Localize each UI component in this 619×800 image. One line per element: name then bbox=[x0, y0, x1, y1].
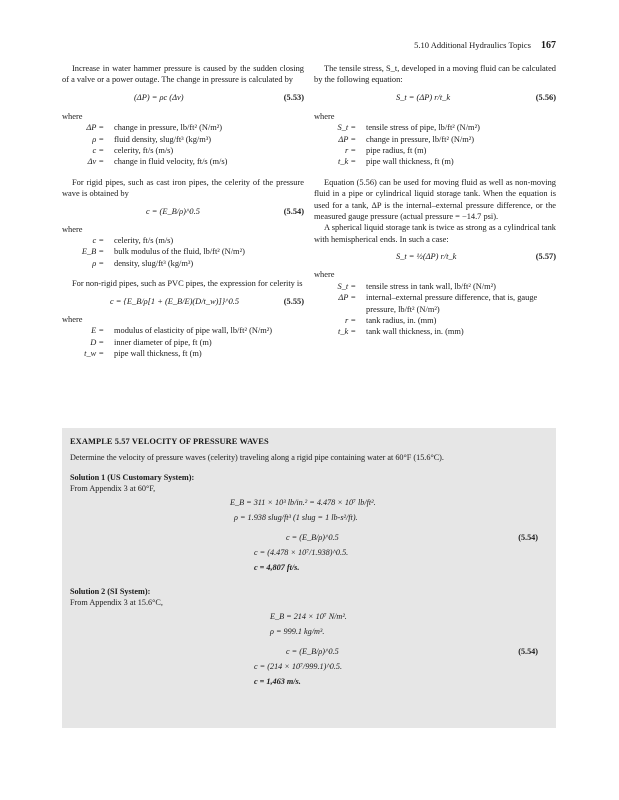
definition-item: c = celerity, ft/s (m/s) bbox=[92, 236, 174, 246]
left-column bbox=[62, 63, 304, 359]
where-label: where bbox=[62, 224, 83, 234]
equation-number: (5.53) bbox=[283, 92, 304, 102]
definition-item: ΔP = change in pressure, lb/ft² (N/m²) bbox=[86, 123, 223, 133]
definition-list bbox=[62, 235, 304, 269]
example-box bbox=[62, 428, 556, 728]
definition-item: ρ = fluid density, slug/ft³ (kg/m³) bbox=[92, 134, 212, 144]
definition-item: S_t = tensile stress of pipe, lb/ft² (N/m²) bbox=[337, 123, 480, 133]
definition-item: S_t = tensile stress in tank wall, lb/ft² (N/m²) bbox=[337, 281, 496, 291]
paragraph-water-hammer: Increase in water hammer pressure is caused by the sudden closing of a valve or a power outage. The change in pressure is calculated by bbox=[62, 64, 304, 85]
section-title: 5.10 Additional Hydraulics Topics bbox=[414, 40, 531, 50]
equation-formula: c = {E_B/ρ[1 + (E_B/E)(D/t_w)]}^0.5 bbox=[110, 296, 240, 306]
definition-item: c = celerity, ft/s (m/s) bbox=[92, 146, 174, 156]
definition-list bbox=[314, 281, 556, 338]
equation-number: (5.54) bbox=[518, 533, 538, 542]
definition-list bbox=[314, 122, 556, 168]
equation-number: (5.55) bbox=[283, 296, 304, 306]
paragraph-equation-usage: Equation (5.56) can be used for moving fluid as well as non-moving fluid in a pipe or cylindrical liquid storage tank. When the equation is used for a tank, ΔP is the internal–external pressure difference, or the measured gauge pressure (actual pressure = −14.7 psi). bbox=[314, 177, 556, 222]
running-header bbox=[414, 40, 556, 51]
definition-item: ΔP = change in pressure, lb/ft² (N/m²) bbox=[338, 134, 475, 144]
page-number: 167 bbox=[541, 40, 556, 51]
equation-formula: S_t = (ΔP) r/t_k bbox=[396, 92, 451, 102]
equation-number: (5.56) bbox=[535, 92, 556, 102]
where-label: where bbox=[62, 111, 83, 121]
definition-item: ρ = density, slug/ft³ (kg/m³) bbox=[92, 258, 194, 268]
where-label: where bbox=[314, 270, 335, 280]
where-label: where bbox=[62, 314, 83, 324]
calc-line: E_B = 214 × 10⁷ N/m². bbox=[270, 612, 347, 621]
calc-line: E_B = 311 × 10³ lb/in.² = 4.478 × 10⁷ lb/ft². bbox=[230, 498, 376, 507]
calc-line: ρ = 1.938 slug/ft³ (1 slug = 1 lb-s²/ft). bbox=[234, 513, 358, 522]
example-description: Determine the velocity of pressure waves (celerity) traveling along a rigid pipe containing water at 60°F (15.6°C). bbox=[70, 453, 444, 462]
definition-list bbox=[62, 122, 304, 168]
solution-1-source: From Appendix 3 at 60°F, bbox=[70, 484, 156, 493]
calc-line: ρ = 999.1 kg/m³. bbox=[270, 627, 325, 636]
equation-5-54 bbox=[62, 202, 304, 223]
calc-line: c = (214 × 10⁷/999.1)^0.5. bbox=[254, 662, 343, 671]
equation-formula: c = (E_B/ρ)^0.5 bbox=[146, 206, 200, 216]
paragraph-tensile-stress: The tensile stress, S_t, developed in a moving fluid can be calculated by the following equation: bbox=[314, 64, 556, 85]
equation-5-57 bbox=[314, 247, 556, 268]
definition-item: ΔP = internal–external pressure difference, that is, gauge pressure, lb/ft² (N/m²) bbox=[338, 293, 538, 314]
equation-5-53 bbox=[62, 88, 304, 109]
equation-5-56 bbox=[314, 88, 556, 109]
solution-2-title: Solution 2 (SI System): bbox=[70, 587, 151, 596]
calc-result: c = 4,807 ft/s. bbox=[254, 563, 300, 572]
definition-item: r = pipe radius, ft (m) bbox=[344, 146, 427, 156]
where-label: where bbox=[314, 111, 335, 121]
definition-item: t_w = pipe wall thickness, ft (m) bbox=[84, 348, 202, 358]
calc-line: c = (4.478 × 10⁷/1.938)^0.5. bbox=[254, 548, 349, 557]
equation-number: (5.57) bbox=[535, 252, 556, 262]
example-title: EXAMPLE 5.57 VELOCITY OF PRESSURE WAVES bbox=[70, 437, 269, 446]
equation-number: (5.54) bbox=[518, 647, 538, 656]
right-column bbox=[314, 63, 556, 338]
paragraph-rigid-pipes: For rigid pipes, such as cast iron pipes, the celerity of the pressure wave is obtained by bbox=[62, 177, 304, 199]
definition-item: E = modulus of elasticity of pipe wall, lb/ft² (N/m²) bbox=[91, 326, 273, 336]
definition-item: t_k = tank wall thickness, in. (mm) bbox=[338, 327, 464, 337]
calc-line: c = (E_B/ρ)^0.5 (5.54) bbox=[286, 533, 538, 542]
calc-result: c = 1,463 m/s. bbox=[254, 677, 301, 686]
definition-item: Δv = change in fluid velocity, ft/s (m/s) bbox=[87, 157, 228, 167]
equation-5-55 bbox=[62, 292, 304, 313]
solution-2-source: From Appendix 3 at 15.6°C, bbox=[70, 598, 163, 607]
definition-list bbox=[62, 325, 304, 359]
calc-line: c = (E_B/ρ)^0.5 (5.54) bbox=[286, 647, 538, 656]
definition-item: t_k = pipe wall thickness, ft (m) bbox=[338, 157, 454, 167]
solution-1-title: Solution 1 (US Customary System): bbox=[70, 473, 195, 482]
equation-formula: (ΔP) = ρc (Δv) bbox=[134, 92, 184, 102]
paragraph-spherical-tank: A spherical liquid storage tank is twice as strong as a cylindrical tank with hemispherical ends. In such a case: bbox=[314, 223, 556, 244]
definition-item: D = inner diameter of pipe, ft (m) bbox=[90, 337, 212, 347]
equation-number: (5.54) bbox=[283, 206, 304, 216]
definition-item: r = tank radius, in. (mm) bbox=[344, 315, 437, 325]
equation-formula: S_t = ½(ΔP) r/t_k bbox=[396, 252, 457, 262]
paragraph-non-rigid-pipes: For non-rigid pipes, such as PVC pipes, the expression for celerity is bbox=[72, 279, 303, 289]
definition-item: E_B = bulk modulus of the fluid, lb/ft² (N/m²) bbox=[81, 247, 245, 257]
